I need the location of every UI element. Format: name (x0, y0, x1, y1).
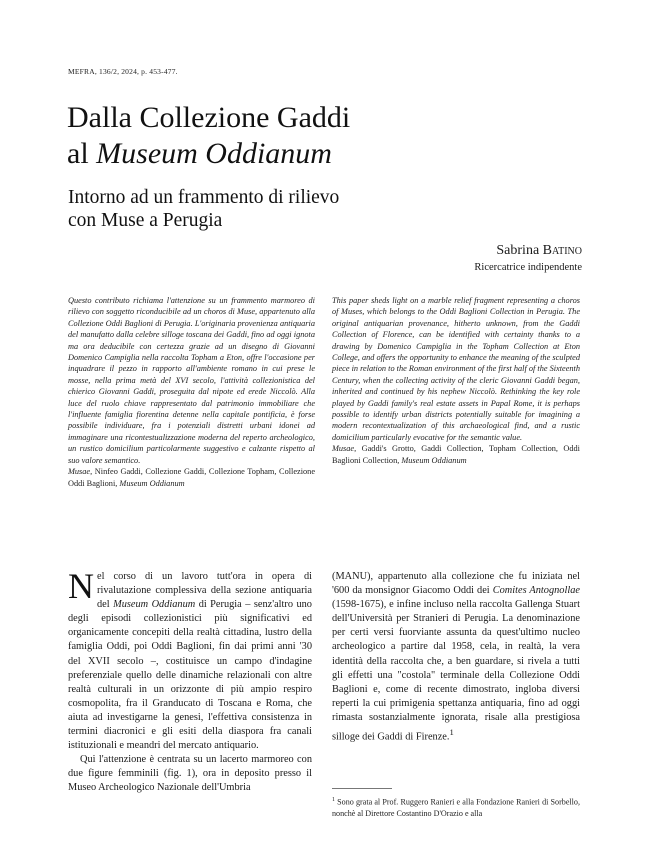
body-paragraph-3-italic: Comites Antognollae (492, 585, 580, 597)
title-line-2-prefix: al (67, 137, 97, 170)
body-paragraph-2: Qui l'attenzione è centrata su un lacerto marmoreo con due figure femminili (fig. 1), ora in deposito presso il Museo Archeologico Nazionale dell'Umbria (68, 754, 312, 794)
journal-reference: MEFRA, 136/2, 2024, p. 453-477. (68, 67, 178, 76)
subtitle-line-2: con Muse a Perugia (68, 210, 223, 231)
body-paragraph-1 (68, 566, 312, 753)
body-paragraph-3 (332, 570, 580, 745)
subtitle-line-1: Intorno ad un frammento di rilievo (68, 187, 340, 208)
abstract-italian-text: Questo contributo richiama l'attenzione su un frammento marmoreo di rilievo con soggetto riconducibile ad un choros di Muse, appartenuto alla Collezione Oddi Baglioni di Perugia. L'originaria provenienza antiquaria del manufatto dalla celebre silloge toscana dei Gaddi, fino ad oggi ignota ma ora deducibile con certezza grazie ad un disegno di Giovanni Domenico Campiglia nella raccolta Topham a Eton, offre l'occasione per inquadrare il pezzo in rapporto all'ambiente romano in cui prese le mosse, nella prima metà del XVI secolo, l'attività collezionistica del chierico Giovanni Gaddi, proseguita dal nipote ed erede Niccolò. Alla luce del ruolo chiave rappresentato dal patrimonio immobiliare che l'influente famiglia fiorentina detenne nella capitale pontificia, è forse possibile individuare, fra i potenziali distretti urbani idonei ad immaginare una ricontestualizzazione moderna del reperto archeologico, un rustico domicilium particolarmente suggestivo e calzante rispetto al suo valore semantico. (68, 296, 315, 465)
footnote-text: Sono grata al Prof. Ruggero Ranieri e alla Fondazione Ranieri di Sorbello, nonchè al Direttore Costantino D'Orazio e alla (332, 797, 580, 818)
author-last-name: Batino (542, 243, 582, 258)
article-subtitle (68, 186, 339, 232)
keywords-english-label: Musae (332, 444, 355, 454)
keywords-italian-label: Musae (68, 467, 91, 477)
footnote-divider (332, 788, 392, 789)
drop-cap: N (68, 566, 94, 606)
article-title (67, 100, 350, 172)
keywords-italian-italic: Museum Oddianum (119, 478, 185, 488)
author-name (474, 243, 582, 259)
title-line-1: Dalla Collezione Gaddi (67, 101, 351, 134)
title-line-2-italic: Museum Oddianum (96, 137, 332, 170)
abstract-italian (68, 295, 315, 489)
title-line-2 (67, 136, 350, 172)
abstract-english-text: This paper sheds light on a marble relief fragment representing a choros of Muses, which belongs to the Oddi Baglioni Collection in Perugia. The original antiquarian provenance, hitherto unknown, from the Gaddi Collection of Florence, can be identified with certainty thanks to a drawing by Domenico Campiglia in the Topham Collection at Eton College, and offers the opportunity to enhance the meaning of the sculpted piece in relation to the Roman environment of the first half of the Sixteenth Century, when the collecting activity of the cleric Giovanni Gaddi began, inherited and continued by his nephew Niccolò. Rethinking the key role played by Gaddi family's real estate assets in Papal Rome, it is perhaps possible to identify urban districts potentially suitable for imagining a modern recontextualization of this archaeological find, and a rustic domicilium particularly evocative for the semantic value. (332, 296, 581, 442)
keywords-italian-list: , Ninfeo Gaddi, Collezione Gaddi, Collezione Topham, Collezione Oddi Baglioni, (68, 467, 315, 488)
keywords-english-italic: Museum Oddianum (401, 455, 467, 465)
footnote-reference[interactable]: 1 (449, 727, 454, 738)
keywords-english (332, 443, 580, 466)
keywords-italian (68, 466, 315, 489)
keywords-english-list: , Gaddi's Grotto, Gaddi Collection, Topham Collection, Oddi Baglioni Collection, (332, 444, 580, 465)
author-first-name: Sabrina (496, 243, 543, 258)
body-column-left (68, 566, 312, 796)
body-paragraph-1-italic: Museum Oddianum (113, 599, 196, 611)
body-paragraph-3-text-b: (1598-1675), e infine incluso nella raccolta Gallenga Stuart dell'Università per Stranieri di Perugia. La denominazione per certi versi fuorviante assunta da quest'ultimo nucleo archeologico a partire dal 1958, cela, in realtà, la vera identità della raccolta che, a ben guardare, si rivela a tutti gli effetti una "costola" terminale della Collezione Oddi Baglioni e, come di recente dimostrato, ingloba diversi reperti la cui primigenia spettanza antiquaria, fino ad oggi rimasta sostanzialmente ignorata, risale alla prestigiosa silloge dei Gaddi di Firenze. (332, 599, 580, 743)
author-affiliation: Ricercatrice indipendente (474, 262, 582, 273)
body-paragraph-1-text-b: di Perugia – senz'altro uno degli episodi collezionistici più significativi ed organicamente concepiti della realtà cittadina, lustro della famiglia Oddi, poi Oddi Baglioni, fin dai primi anni '30 del XVII secolo –, costituisce un campo d'indagine preferenziale quello delle dinamiche relazionali con altre realtà culturali in un orizzonte di più ampio respiro cosmopolita, fra il Granducato di Toscana e Roma, che aiuta ad investigarne la genesi, l'effettiva consistenza in termini diacronici e gli esiti della diaspora fra canali istituzionali e meandri del mercato antiquario. (68, 599, 312, 752)
body-paragraph-1-text-a: el corso di un lavoro tutt'ora in opera di rivalutazione complessiva della sezione antiquaria del (97, 571, 312, 611)
footnote-number: 1 (332, 797, 335, 803)
footnote (332, 795, 580, 819)
abstract-english (332, 295, 580, 466)
body-column-right (332, 570, 580, 745)
body-paragraph-3-text-a: (MANU), appartenuto alla collezione che fu iniziata nel '600 da monsignor Giacomo Oddi dei (332, 571, 580, 597)
author-block (474, 243, 582, 275)
